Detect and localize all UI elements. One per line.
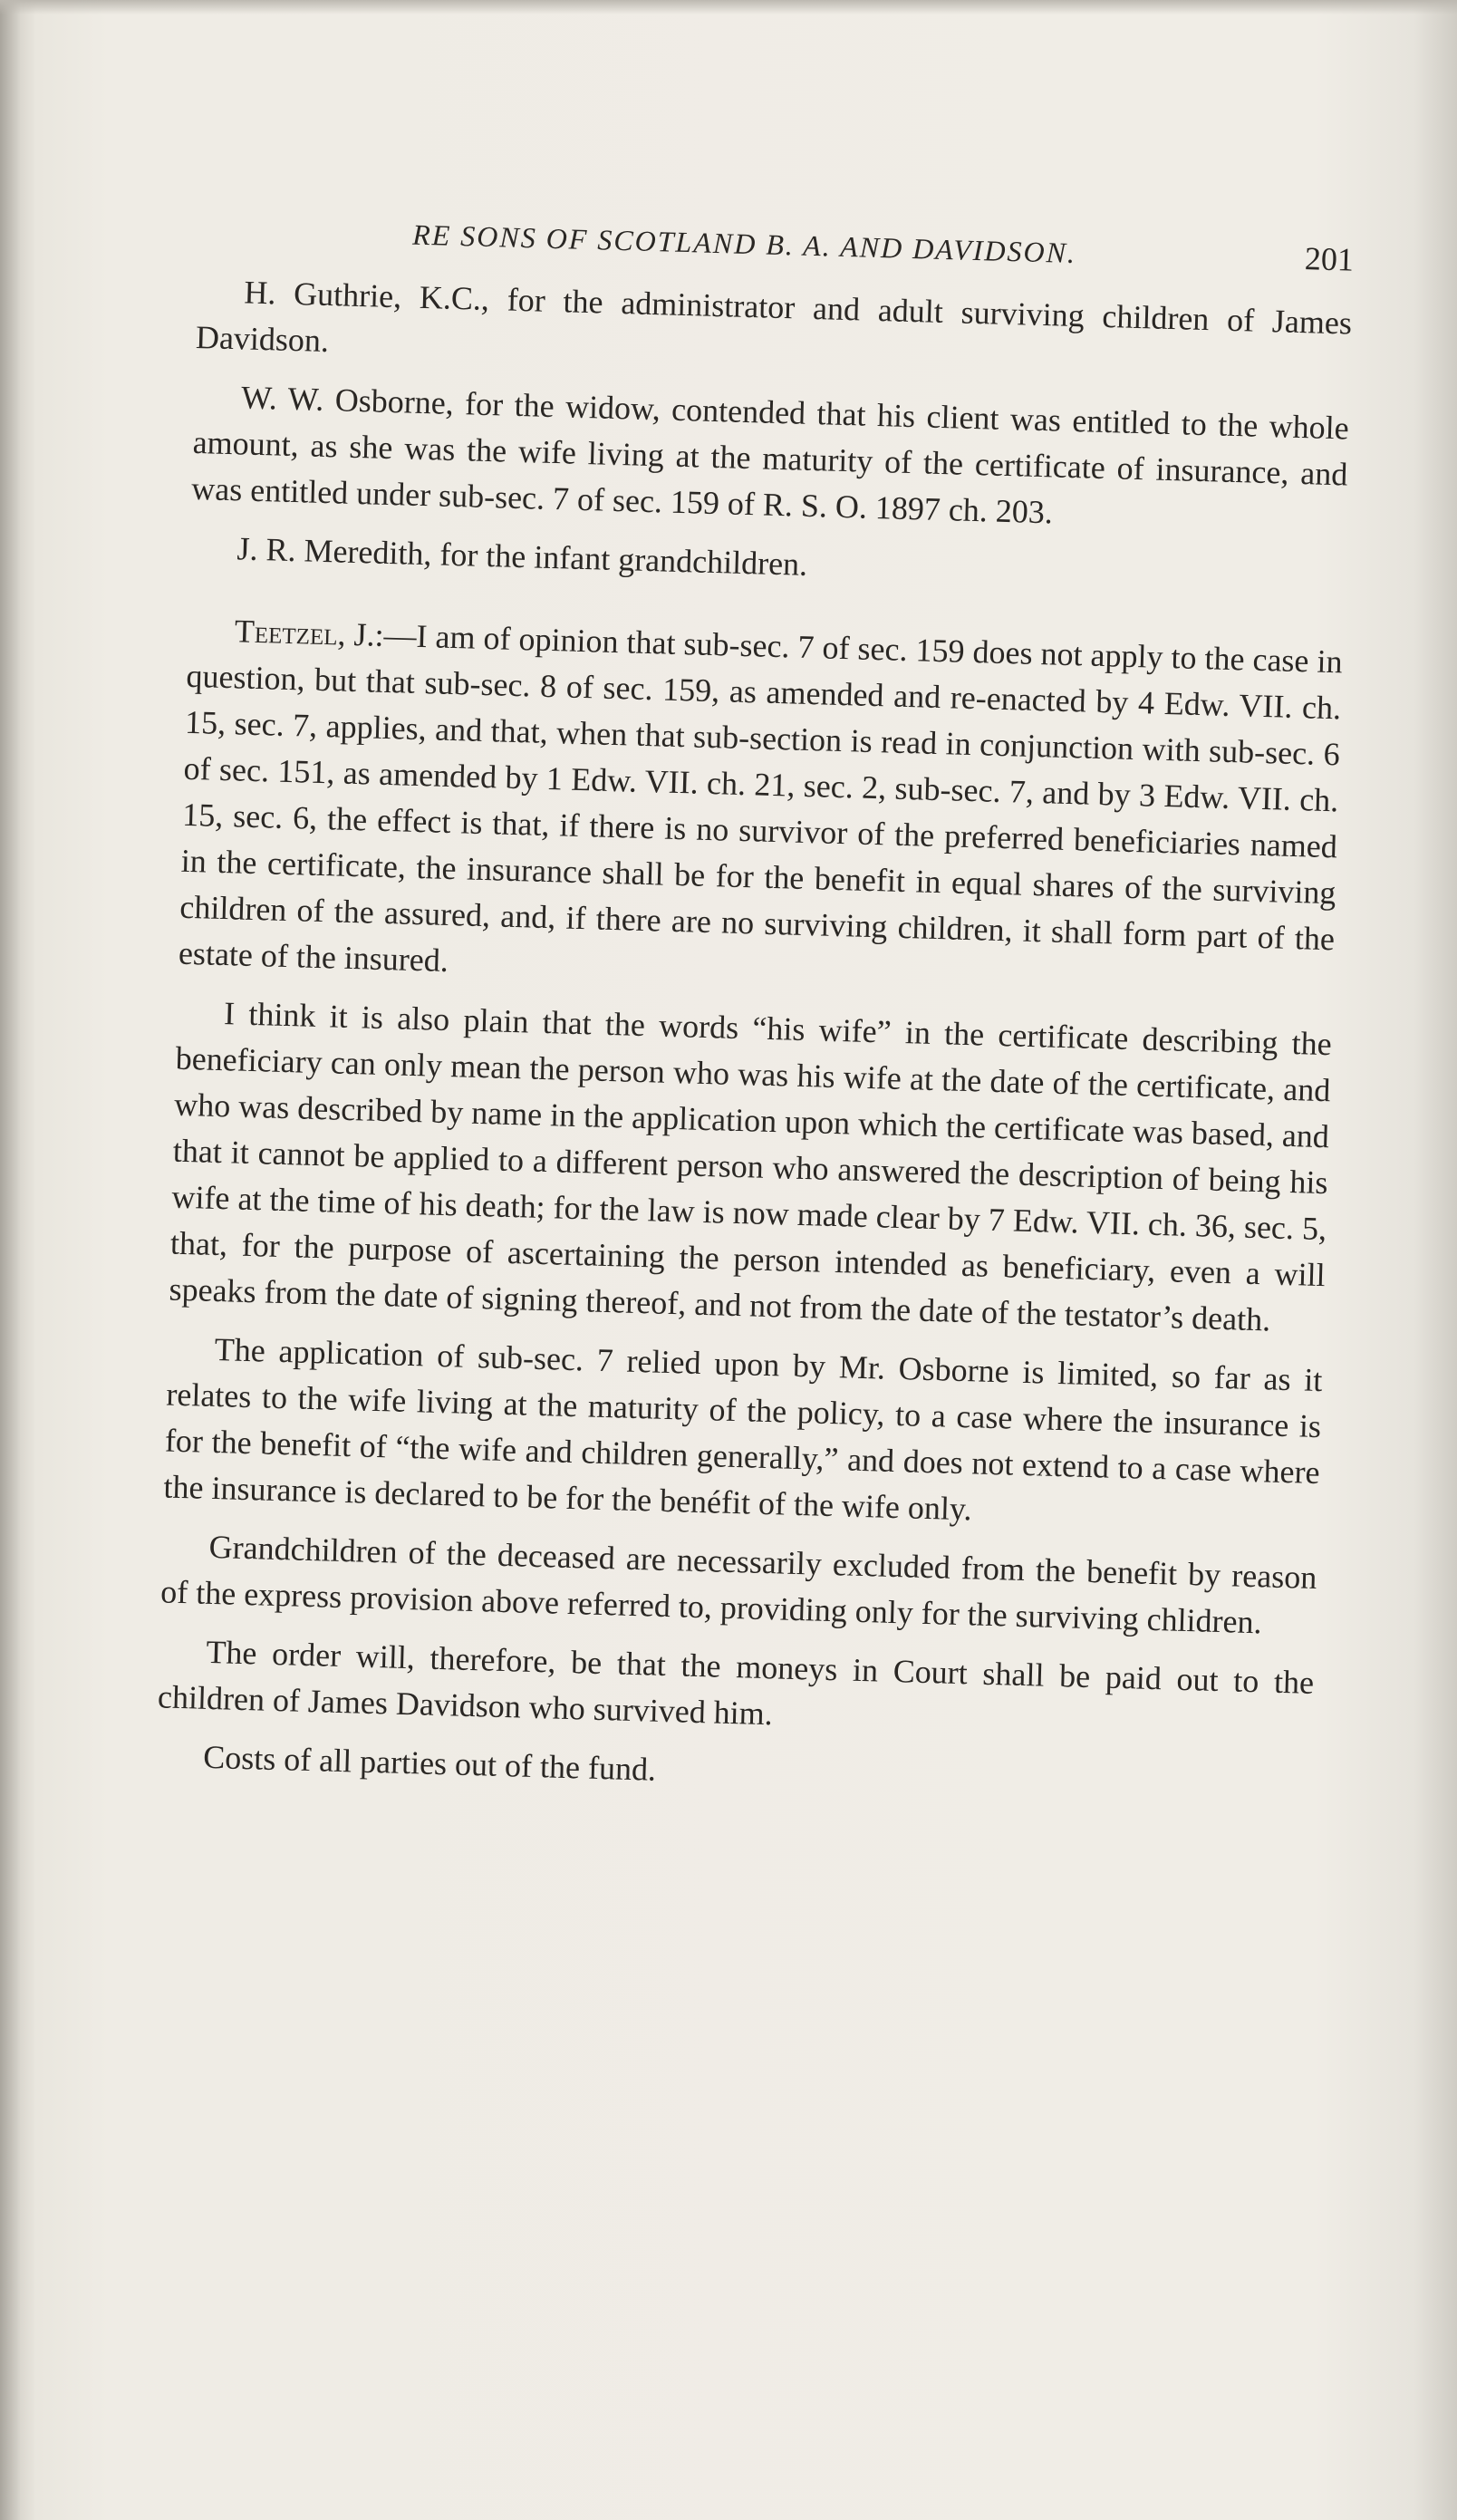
judgment-paragraph: The application of sub-sec. 7 relied upon by Mr. Osborne is limited, so far as it relates to the wife living at the maturity of the policy, to a case where the insurance is for the benefit of “the wife and children generally,” and does not extend to a case where the insurance is declared to be for the benéfit of the wife only. <box>163 1330 1323 1528</box>
page-binding-edge <box>0 0 20 2520</box>
counsel-meredith: J. R. Meredith, for the infant grandchildren. <box>236 530 808 583</box>
counsel-guthrie: H. Guthrie, K.C., for the administrator and adult surviving children of James Davidson. <box>195 274 1353 360</box>
page-number: 201 <box>1304 240 1355 278</box>
judgment-paragraph: Costs of all parties out of the fund. <box>202 1738 657 1788</box>
running-head <box>198 208 1355 279</box>
page-top-shadow <box>0 0 1457 14</box>
judge-name: Teetzel, J. <box>234 613 376 653</box>
judgment-paragraph: I think it is also plain that the words “his wife” in the certificate describing the beneficiary can only mean the person who was his wife at the date of the certificate, and who was described by name in the application upon which the certificate was based, and that it cannot be applied to a different person who answered the description of being his wife at the time of his death; for the law is now made clear by 7 Edw. VII. ch. 36, sec. 5, that, for the purpose of ascertaining the person intended as beneficiary, even a will speaks from the date of signing thereof, and not from the date of the testator’s death. <box>169 995 1333 1338</box>
running-title: RE SONS OF SCOTLAND B. A. AND DAVIDSON. <box>411 217 1077 270</box>
judgment-opening <box>178 607 1343 1009</box>
page-content <box>155 208 1354 1824</box>
judgment-paragraph: The order will, therefore, be that the moneys in Court shall be paid out to the children of James Davidson who survived him. <box>157 1633 1315 1733</box>
judgment-paragraph: Grandchildren of the deceased are necessarily excluded from the benefit by reason of the express provision above referred to, providing only for the surviving chlidren. <box>159 1528 1317 1641</box>
judgment-opening-text: :—I am of opinion that sub-sec. 7 of sec. 159 does not apply to the case in question, but that sub-sec. 8 of sec. 159, as amended and re-enacted by 4 Edw. VII. ch. 15, sec. 7, applies, and that, when that sub-section is read in conjunction with sub-sec. 6 of sec. 151, as amended by 1 Edw. VII. ch. 21, sec. 2, sub-sec. 7, and by 3 Edw. VII. ch. 15, sec. 6, the effect is that, if there is no survivor of the preferred beneficiaries named in the certificate, the insurance shall be for the benefit in equal shares of the surviving children of the assured, and, if there are no surviving children, it shall form part of the estate of the insured. <box>178 616 1344 979</box>
counsel-osborne: W. W. Osborne, for the widow, contended that his client was entitled to the whole amount, as she was the wife living at the maturity of the certificate of insurance, and was entitled under sub-sec. 7 of sec. 159 of R. S. O. 1897 ch. 203. <box>190 379 1350 531</box>
